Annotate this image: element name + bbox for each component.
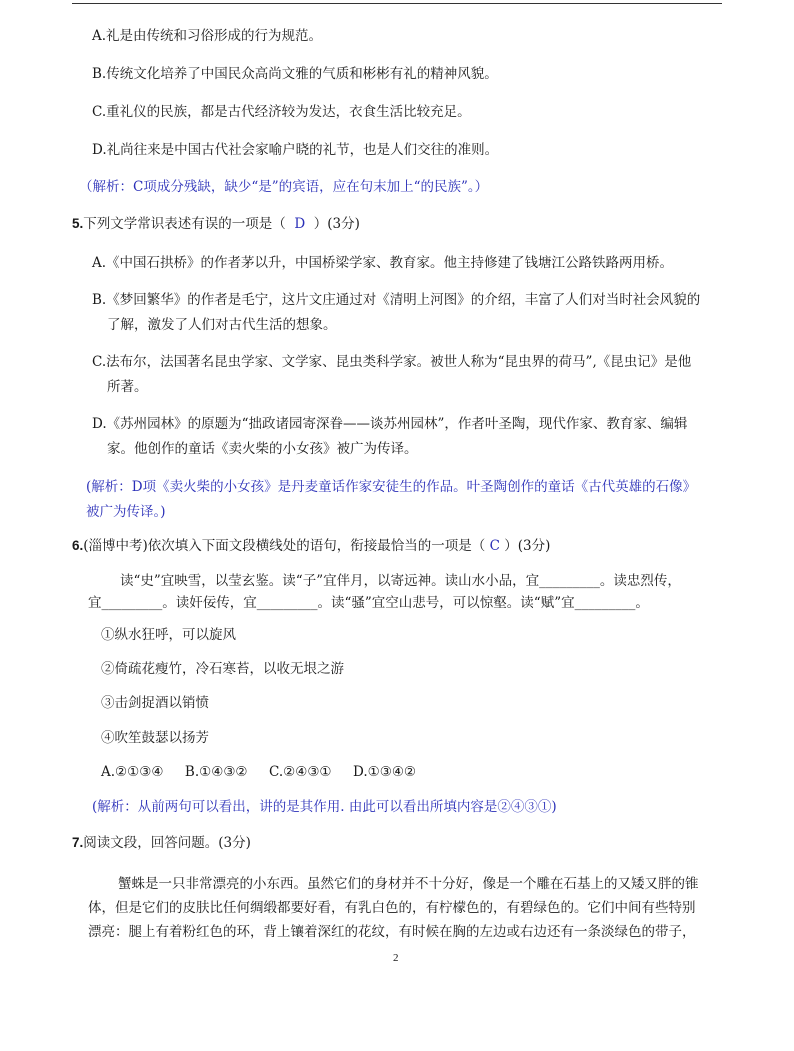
q5-analysis-line2: 被广为传译。) <box>86 504 166 520</box>
q5-answer: D <box>294 216 306 232</box>
q6-item-1: ①纵水狂呼，可以旋风 <box>101 627 236 643</box>
q5-number: 5. <box>72 216 84 231</box>
q5-option-c-line1: C.法布尔，法国著名昆虫学家、文学家、昆虫类科学家。被世人称为“昆虫界的荷马”,《昆虫记》是他 <box>92 354 692 370</box>
q5-option-c-line2: 所著。 <box>107 379 148 395</box>
q5-option-a: A.《中国石拱桥》的作者茅以升，中国桥梁学家、教育家。他主持修建了钱塘江公路铁路两用桥。 <box>92 255 674 271</box>
q6-passage-line2: 宜_________。读奸佞传，宜_________。读“骚”宜空山悲号，可以惊壑。读“赋”宜_________。 <box>88 595 649 611</box>
q4-option-b: B.传统文化培养了中国民众高尚文雅的气质和彬彬有礼的精神风貌。 <box>92 66 498 82</box>
q7-number: 7. <box>72 835 84 850</box>
q6-stem-pre: (淄博中考)依次填入下面文段横线处的语句，衔接最恰当的一项是（ <box>83 538 486 554</box>
q7-stem <box>72 834 251 852</box>
q4-option-a: A.礼是由传统和习俗形成的行为规范。 <box>92 28 323 44</box>
q4-option-c: C.重礼仪的民族，都是古代经济较为发达，衣食生活比较充足。 <box>92 104 471 120</box>
q6-passage-line1: 读“史”宜映雪，以莹玄鉴。读“子”宜伴月，以寄远神。读山水小品，宜_________。读忠烈传， <box>120 573 681 589</box>
q7-passage-line1: 蟹蛛是一只非常漂亮的小东西。虽然它们的身材并不十分好，像是一个雕在石基上的又矮又胖的锥 <box>118 876 699 892</box>
q6-stem-post: ）(3分) <box>504 538 551 554</box>
q6-number: 6. <box>72 538 84 553</box>
q6-stem <box>72 537 550 555</box>
q6-item-2: ②倚疏花瘦竹，冷石寒苔，以收无垠之游 <box>101 661 344 677</box>
q5-option-d-line1: D.《苏州园林》的原题为“拙政诸园寄深眷——谈苏州园林”，作者叶圣陶，现代作家、教育家、编辑 <box>92 416 688 432</box>
q6-item-4: ④吹笙鼓瑟以扬芳 <box>101 730 209 746</box>
q6-choices: A.②①③④ B.①④③② C.②④③① D.①③④② <box>101 764 417 780</box>
q6-item-3: ③击剑捉酒以销愤 <box>101 695 209 711</box>
q6-answer: C <box>489 538 500 554</box>
q7-passage-line2: 体，但是它们的皮肤比任何绸缎都要好看，有乳白色的，有柠檬色的，有碧绿色的。它们中间有些特别 <box>88 900 696 916</box>
q5-stem <box>72 215 360 233</box>
q5-stem-pre: 下列文学常识表述有误的一项是（ <box>83 216 286 232</box>
q5-analysis-line1: (解析：D项《卖火柴的小女孩》是丹麦童话作家安徒生的作品。叶圣陶创作的童话《古代英雄的石像》 <box>86 479 697 495</box>
q5-stem-post: ）(3分) <box>313 216 360 232</box>
header-rule <box>72 3 722 4</box>
q5-option-b-line1: B.《梦回繁华》的作者是毛宁，这片文庄通过对《清明上河图》的介绍，丰富了人们对当时社会风貌的 <box>92 292 701 308</box>
q4-option-d: D.礼尚往来是中国古代社会家喻户晓的礼节，也是人们交往的准则。 <box>92 142 499 158</box>
q5-option-d-line2: 家。他创作的童话《卖火柴的小女孩》被广为传译。 <box>107 441 418 457</box>
q5-option-b-line2: 了解，激发了人们对古代生活的想象。 <box>107 317 337 333</box>
q4-analysis: （解析：C项成分残缺，缺少“是”的宾语，应在句末加上“的民族”。） <box>79 179 489 195</box>
page-number: 2 <box>393 952 399 964</box>
q7-stem-text: 阅读文段，回答问题。(3分) <box>83 835 251 851</box>
q7-passage-line3: 漂亮：腿上有着粉红色的环，背上镶着深红的花纹，有时候在胸的左边或右边还有一条淡绿色的带子， <box>88 924 696 940</box>
q6-analysis: (解析：从前两句可以看出，讲的是其作用. 由此可以看出所填内容是②④③①) <box>92 799 557 815</box>
